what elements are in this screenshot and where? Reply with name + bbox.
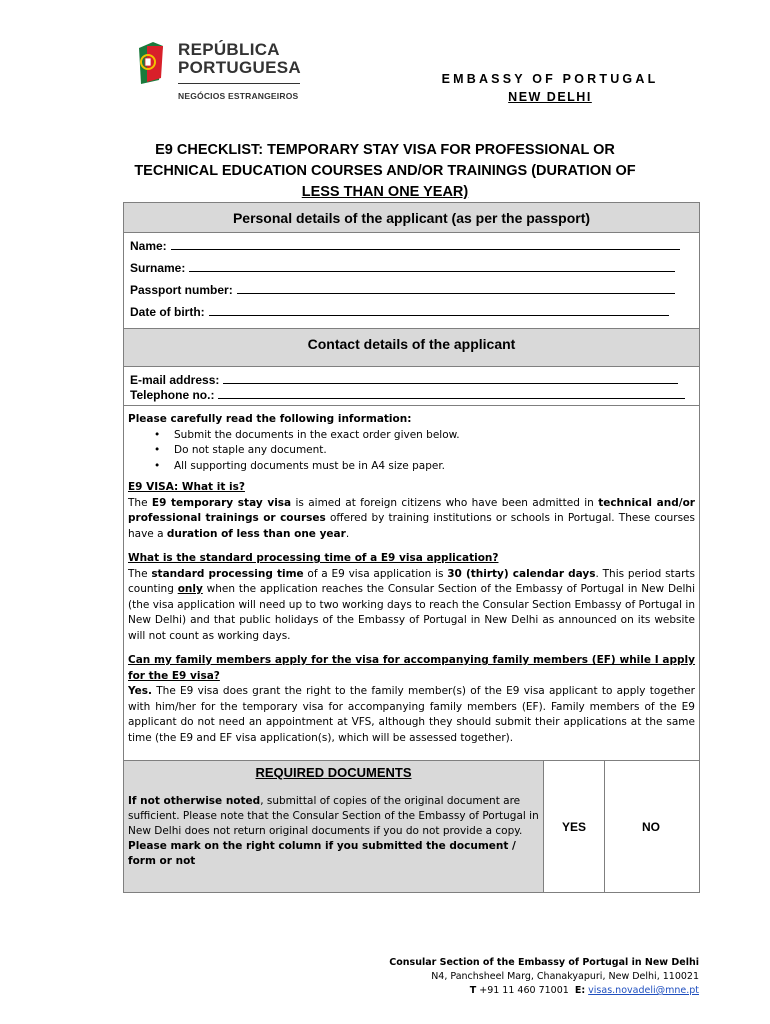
list-item: • All supporting documents must be in A4 size paper. <box>154 459 695 475</box>
personal-details-section <box>123 232 700 329</box>
footer-address: N4, Panchsheel Marg, Chanakyapuri, New Delhi, 110021 <box>431 971 699 982</box>
list-item: • Do not staple any document. <box>154 443 695 459</box>
email-link[interactable]: visas.novadeli@mne.pt <box>588 985 699 996</box>
information-section <box>123 405 700 760</box>
passport-number-label: Passport number: <box>130 283 233 297</box>
personal-details-header <box>123 202 700 232</box>
republic-logo <box>133 38 323 106</box>
passport-number-field[interactable] <box>130 283 675 297</box>
logo-divider <box>178 83 300 84</box>
info-intro: Please carefully read the following information: <box>128 413 412 425</box>
required-documents-cell <box>124 761 544 892</box>
answer-e9-visa: The E9 temporary stay visa is aimed at foreign citizens who have been admitted in technical and/or professional trainings or courses offered by training institutions or schools in Portugal. These courses have a duration of less than one year. <box>128 496 695 540</box>
required-documents-note: If not otherwise noted, submittal of copies of the original document are sufficient. Please note that the Consular Section of the Embassy of Portugal in New Delhi does not return original documents if you do not provide a copy. Please mark on the right column if you submitted the document / form or not <box>128 795 539 867</box>
title-line-2: TECHNICAL EDUCATION COURSES AND/OR TRAININGS (DURATION OF <box>134 163 636 179</box>
answer-processing-time: The standard processing time of a E9 visa application is 30 (thirty) calendar days. This period starts counting only when the application reaches the Consular Section of the Embassy of Portugal in New Delhi (the visa application will need up to two working days to reach the Consular Section Embassy of Portugal in New Delhi) and that public holidays of the Embassy of Portugal in New Delhi as announced on its website will not count as working days. <box>128 567 695 642</box>
no-column-label: NO <box>642 820 660 834</box>
email-label-footer: E: <box>574 985 586 996</box>
footer-line-1: Consular Section of the Embassy of Portugal in New Delhi <box>389 957 699 968</box>
contact-details-header <box>123 328 700 366</box>
logo-line-1: REPÚBLICA <box>178 40 280 59</box>
telephone-label: Telephone no.: <box>130 388 215 402</box>
list-item: • Submit the documents in the exact order given below. <box>154 428 695 444</box>
date-of-birth-field[interactable] <box>130 305 669 319</box>
personal-details-heading: Personal details of the applicant (as per the passport) <box>232 210 591 226</box>
name-label: Name: <box>130 239 167 253</box>
footer <box>389 956 699 998</box>
question-e9-visa: E9 VISA: What it is? <box>128 481 245 493</box>
info-bullet-list <box>154 428 695 475</box>
date-of-birth-label: Date of birth: <box>130 305 205 319</box>
phone-label: T <box>469 985 477 996</box>
question-family-members: Can my family members apply for the visa for accompanying family members (EF) while I apply for the E9 visa? <box>128 654 695 682</box>
logo-line-2: PORTUGUESA <box>178 58 301 77</box>
page-title <box>112 140 658 203</box>
logo-line-3: NEGÓCIOS ESTRANGEIROS <box>178 91 299 101</box>
title-line-1: E9 CHECKLIST: TEMPORARY STAY VISA FOR PROFESSIONAL OR <box>155 142 615 158</box>
question-processing-time: What is the standard processing time of a E9 visa application? <box>128 552 499 564</box>
required-documents-table <box>123 760 700 893</box>
phone-number: +91 11 460 71001 <box>479 985 569 996</box>
telephone-field[interactable] <box>130 388 685 402</box>
name-field[interactable] <box>130 239 680 253</box>
email-label: E-mail address: <box>130 373 220 387</box>
contact-details-heading: Contact details of the applicant <box>307 336 516 352</box>
footer-contact <box>389 984 699 998</box>
answer-family-members: Yes. The E9 visa does grant the right to the family member(s) of the E9 visa applicant to apply together with him/her for the temporary visa for accompanying family members (EF). Family members of the E9 applicant do not need an appointment at VFS, although they should submit their applications at the same time (the E9 and EF visa application(s), which will be assessed together). <box>128 685 695 744</box>
surname-label: Surname: <box>130 261 186 275</box>
embassy-name: EMBASSY OF PORTUGAL <box>441 72 659 86</box>
coat-of-arms-icon <box>133 40 169 86</box>
email-field[interactable] <box>130 373 678 387</box>
surname-field[interactable] <box>130 261 675 275</box>
yes-column-label: YES <box>562 820 587 834</box>
required-documents-heading: REQUIRED DOCUMENTS <box>255 765 412 780</box>
title-line-3: LESS THAN ONE YEAR) <box>301 184 469 200</box>
embassy-city: NEW DELHI <box>508 90 592 104</box>
contact-details-section <box>123 366 700 406</box>
